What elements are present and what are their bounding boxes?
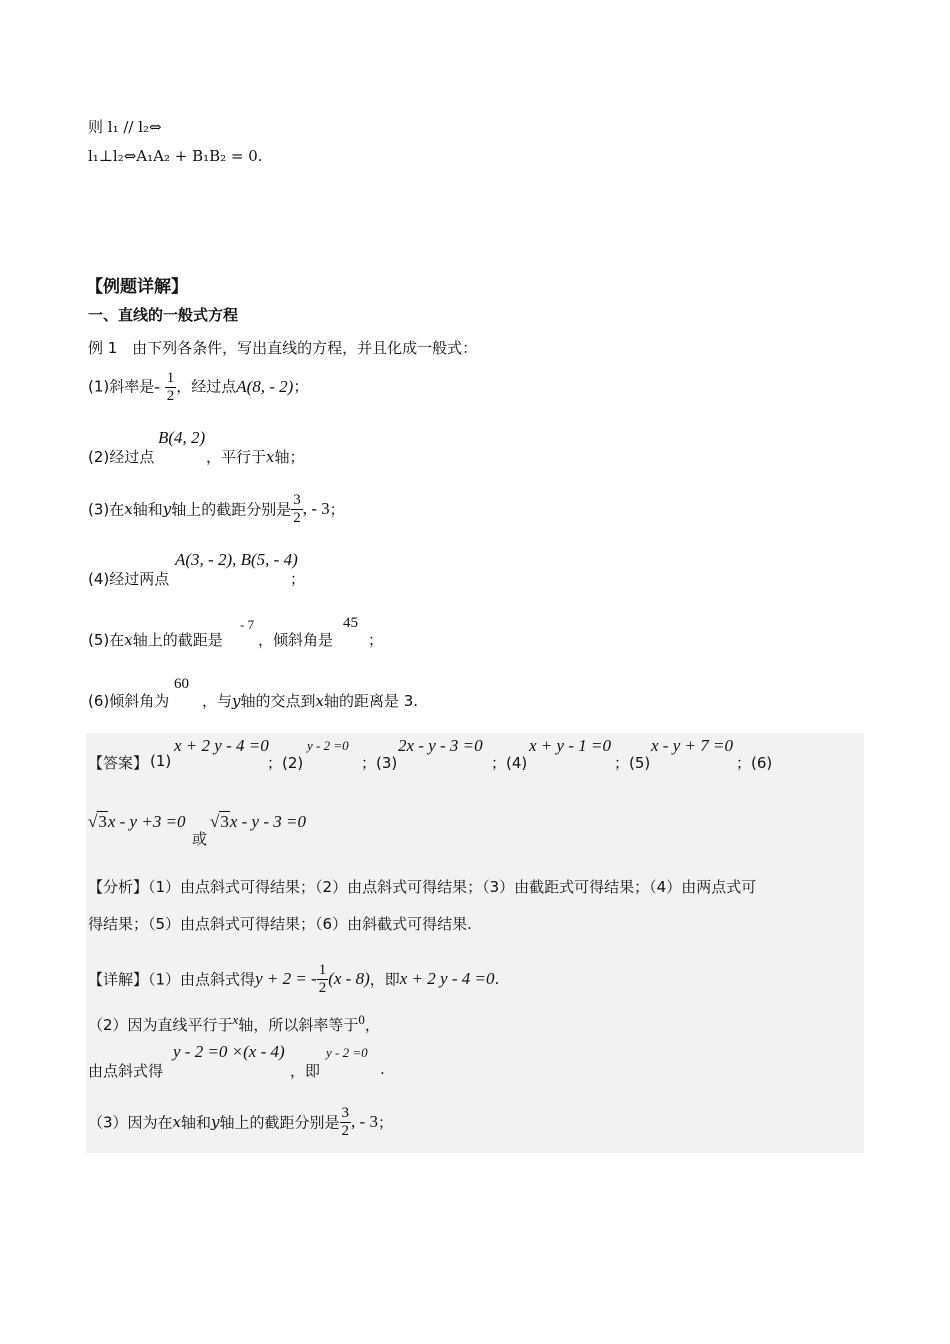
example-intro-text: 由下列各条件，写出直线的方程，并且化成一般式： xyxy=(132,339,478,357)
detail-p2-text2: 轴，所以斜率等于 xyxy=(238,1016,359,1034)
q5-mid2: ，倾斜角是 xyxy=(258,631,334,649)
detail-p3-end: . xyxy=(380,1060,385,1078)
q3-mid2: 轴上的截距分别是 xyxy=(171,500,292,519)
q6-end: 轴的距离是 3. xyxy=(323,692,419,710)
answer-box xyxy=(86,733,864,1153)
analysis-line-1 xyxy=(88,876,756,897)
question-3 xyxy=(88,492,345,526)
answer-1-idx: (1) xyxy=(150,752,172,770)
example-intro xyxy=(88,337,477,358)
q3-mid1: 轴和 xyxy=(132,500,163,519)
q3-x: x xyxy=(124,500,133,518)
detail-p4-x: x xyxy=(172,1113,182,1131)
q1-num: 1 xyxy=(166,370,175,386)
answer-4-sep xyxy=(614,752,650,773)
answer-6-idx: (6) xyxy=(751,754,773,772)
detail-p3-prefix: 由点斜式得 xyxy=(88,1062,164,1080)
answer-2-idx: (2) xyxy=(282,754,304,772)
detail-line-4 xyxy=(88,1105,393,1139)
question-6-rest xyxy=(202,690,418,711)
sqrt-value-1: 3 xyxy=(98,812,107,831)
answer-4-eq: x + y - 1 =0 xyxy=(529,736,611,755)
q2-mid: ，平行于 xyxy=(206,448,267,466)
analysis-text-2: 得结果；（5）由点斜式可得结果；（6）由斜截式可得结果. xyxy=(88,915,472,933)
q5-end: ； xyxy=(368,631,384,649)
answer-5-idx: (5) xyxy=(629,754,651,772)
q5-mid1: 轴上的截距是 xyxy=(132,631,223,649)
detail-p4-end: ； xyxy=(377,1113,393,1132)
detail-p3-mid: ，即 xyxy=(290,1062,321,1080)
q4-prefix: (4)经过两点 xyxy=(88,570,170,588)
answer-or: 或 xyxy=(192,830,208,848)
detail-p3-result: y - 2 =0 xyxy=(326,1045,368,1060)
detail-p4-den: 2 xyxy=(341,1122,350,1139)
detail-p1-rhs: (x - 8) xyxy=(328,969,370,988)
q1-den: 2 xyxy=(166,387,175,404)
q2-axis: x xyxy=(266,448,275,466)
example-heading: 【例题详解】 xyxy=(86,277,188,297)
q6-x: x xyxy=(315,692,324,710)
detail-p2-text1: （2）因为直线平行于 xyxy=(88,1016,233,1034)
answer-3-sep-text: ； xyxy=(491,754,507,772)
answer-3-sep xyxy=(491,752,527,773)
detail-p4-num: 3 xyxy=(341,1105,350,1121)
q6-mid2: 轴的交点到 xyxy=(240,692,316,710)
answer-5-sep-text: ； xyxy=(736,754,752,772)
answer-5-sep xyxy=(736,752,772,773)
detail-p4-tail: , - 3 xyxy=(351,1112,378,1131)
answer-1-sep xyxy=(267,752,303,773)
q3-fraction xyxy=(291,492,303,526)
q6-prefix: (6)倾斜角为 xyxy=(88,692,170,710)
answer-3-idx: (3) xyxy=(376,754,398,772)
analysis-label: 【分析】 xyxy=(88,878,149,896)
answer-6-eq1-text: x - y +3 =0 xyxy=(107,812,186,831)
q3-y: y xyxy=(162,500,172,518)
question-2-rest xyxy=(206,446,305,467)
detail-p4-mid2: 轴上的截距分别是 xyxy=(219,1113,340,1132)
q3-prefix: (3)在 xyxy=(88,500,125,519)
sqrt-radical xyxy=(97,812,108,832)
answer-4-sep-text: ； xyxy=(614,754,630,772)
detail-p2-zero: 0 xyxy=(358,1012,365,1027)
question-1 xyxy=(88,370,308,404)
q4-points: A(3, - 2), B(5, - 4) xyxy=(175,550,298,569)
q1-point: A(8, - 2) xyxy=(236,377,294,396)
perpendicular-text: l₁⊥l₂⇔A₁A₂ + B₁B₂ = 0. xyxy=(88,147,263,165)
detail-p4-fraction xyxy=(340,1105,352,1139)
answer-4-idx: (4) xyxy=(506,754,528,772)
detail-p1-fraction xyxy=(317,962,329,996)
detail-p2-end: ， xyxy=(364,1016,380,1034)
q1-prefix: (1)斜率是 xyxy=(88,377,155,396)
parallel-condition xyxy=(88,116,162,137)
q3-end: ； xyxy=(329,500,345,519)
q3-den: 2 xyxy=(293,509,301,526)
q1-fraction xyxy=(165,370,177,404)
q6-mid1: ，与 xyxy=(202,692,233,710)
q5-x: x xyxy=(124,631,133,649)
analysis-text-1: （1）由点斜式可得结果；（2）由点斜式可得结果；（3）由截距式可得结果；（4）由两点式可 xyxy=(148,878,757,896)
q1-minus: - xyxy=(154,377,160,396)
q5-angle: 45 xyxy=(343,615,358,631)
detail-p2-x: x xyxy=(232,1012,239,1027)
q2-prefix: (2)经过点 xyxy=(88,448,155,466)
q2-end: 轴； xyxy=(274,448,305,466)
answer-1-eq: x + 2 y - 4 =0 xyxy=(174,736,269,755)
answer-2-eq: y - 2 =0 xyxy=(307,738,349,753)
example-label: 例 1 xyxy=(88,339,118,357)
q1-mid: ，经过点 xyxy=(176,377,237,396)
answer-label: 【答案】 xyxy=(88,754,149,772)
answer-2-sep xyxy=(361,752,397,773)
q3-tail: , - 3 xyxy=(302,499,330,518)
answer-1-sep-text: ； xyxy=(267,754,283,772)
answer-3-eq: 2x - y - 3 =0 xyxy=(398,736,483,755)
q4-end: ； xyxy=(290,570,306,588)
detail-p4-prefix: （3）因为在 xyxy=(88,1113,173,1132)
detail-line-1 xyxy=(88,962,499,996)
detail-p1-end: . xyxy=(494,970,500,988)
q5-prefix: (5)在 xyxy=(88,631,125,649)
question-5-a xyxy=(88,629,223,650)
detail-p1-den: 2 xyxy=(318,979,327,996)
answer-6-eq2: √3x - y - 3 =0 xyxy=(210,812,306,831)
parallel-text: 则 l₁ // l₂⇔ xyxy=(88,118,162,136)
answer-6-eq1: √3x - y +3 =0 xyxy=(88,812,186,831)
detail-p1-prefix: （1）由点斜式得 xyxy=(148,970,256,989)
section-title: 一、直线的一般式方程 xyxy=(88,306,239,324)
q5-intercept: - 7 xyxy=(240,617,255,632)
q6-y: y xyxy=(232,692,241,710)
q6-angle: 60 xyxy=(174,676,189,692)
detail-p1-num: 1 xyxy=(318,962,327,978)
detail-p1-lhs: y + 2 = - xyxy=(255,969,317,988)
detail-p1-result: x + 2 y - 4 =0 xyxy=(399,969,495,988)
detail-p4-y: y xyxy=(211,1113,220,1131)
detail-p1-mid: ，即 xyxy=(369,970,400,989)
detail-label: 【详解】 xyxy=(88,970,149,989)
q3-num: 3 xyxy=(293,492,301,508)
sqrt-radical-2 xyxy=(219,812,230,832)
q2-point: B(4, 2) xyxy=(158,428,206,447)
q1-end: ； xyxy=(293,377,309,396)
answer-2-sep-text: ； xyxy=(361,754,377,772)
perpendicular-condition xyxy=(88,147,263,165)
detail-line-2 xyxy=(88,1012,380,1035)
detail-p3-eq: y - 2 =0 ×(x - 4) xyxy=(173,1042,285,1061)
question-2-prefix xyxy=(88,446,154,467)
sqrt-value-2: 3 xyxy=(220,812,229,831)
detail-p4-mid1: 轴和 xyxy=(181,1113,212,1132)
answer-6-eq2-text: x - y - 3 =0 xyxy=(229,812,306,831)
answer-5-eq: x - y + 7 =0 xyxy=(651,736,733,755)
